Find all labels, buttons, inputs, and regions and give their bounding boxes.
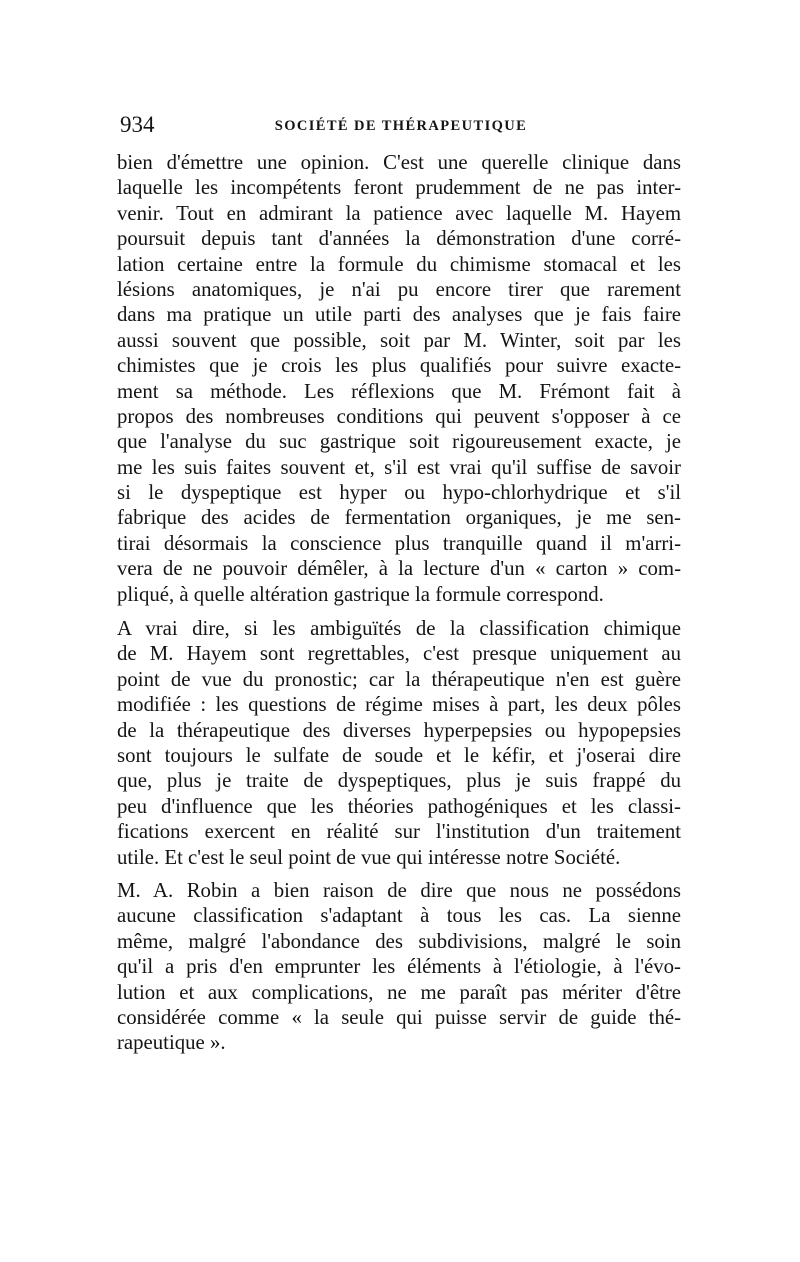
text-line: modifiée : les questions de régime mises à part, les deux pôles [117,693,681,717]
text-line: fications exercent en réalité sur l'institution d'un traitement [117,820,681,844]
paragraph-1 [117,150,681,607]
text-line: vera de ne pouvoir démêler, à la lecture d'un « carton » com- [117,557,681,581]
text-line: utile. Et c'est le seul point de vue qui intéresse notre Société. [117,845,621,869]
text-line: dans ma pratique un utile parti des analyses que je fais faire [117,303,681,327]
text-line: poursuit depuis tant d'années la démonstration d'une corré- [117,227,681,251]
text-line: pliqué, à quelle altération gastrique la formule correspond. [117,582,604,606]
text-line: considérée comme « la seule qui puisse servir de guide thé- [117,1005,681,1029]
text-line: chimistes que je crois les plus qualifiés pour suivre exacte- [117,354,681,378]
text-line: bien d'émettre une opinion. C'est une querelle clinique dans [117,151,681,174]
text-line: aucune classification s'adaptant à tous les cas. La sienne [117,904,681,928]
text-line: si le dyspeptique est hyper ou hypo-chlorhydrique et s'il [117,481,681,505]
text-line: ment sa méthode. Les réflexions que M. Frémont fait à [117,379,681,403]
paragraph-2 [117,616,681,870]
paragraph-3 [117,878,681,1056]
text-line: lésions anatomiques, je n'ai pu encore tirer que rarement [117,277,681,301]
text-line: de M. Hayem sont regrettables, c'est presque uniquement au [117,642,681,666]
text-line: même, malgré l'abondance des subdivisions, malgré le soin [117,929,681,953]
page-number: 934 [120,112,155,137]
running-head: SOCIÉTÉ DE THÉRAPEUTIQUE [274,118,528,134]
page-header [120,112,682,142]
text-line: aussi souvent que possible, soit par M. Winter, soit par les [117,328,681,352]
text-line: tirai désormais la conscience plus tranquille quand il m'arri- [117,531,681,555]
text-line: laquelle les incompétents feront prudemment de ne pas inter- [117,176,681,200]
text-line: que, plus je traite de dyspeptiques, plus je suis frappé du [117,769,681,793]
text-line: fabrique des acides de fermentation organiques, je me sen- [117,506,681,530]
text-line: lation certaine entre la formule du chimisme stomacal et les [117,252,681,276]
text-line: que l'analyse du suc gastrique soit rigoureusement exacte, je [117,430,681,454]
text-line: propos des nombreuses conditions qui peuvent s'opposer à ce [117,404,681,428]
text-line: peu d'influence que les théories pathogéniques et les classi- [117,794,681,818]
text-line: sont toujours le sulfate de soude et le kéfir, et j'oserai dire [117,743,681,767]
text-line: rapeutique ». [117,1031,226,1055]
text-line: point de vue du pronostic; car la thérapeutique n'en est guère [117,667,681,691]
text-line: venir. Tout en admirant la patience avec laquelle M. Hayem [117,201,681,225]
text-line: lution et aux complications, ne me paraît pas mériter d'être [117,980,681,1004]
text-line: A vrai dire, si les ambiguïtés de la classification chimique [117,617,681,641]
body-text [117,150,681,1056]
text-line: de la thérapeutique des diverses hyperpepsies ou hypopepsies [117,718,681,742]
text-line: qu'il a pris d'en emprunter les éléments à l'étiologie, à l'évo- [117,955,681,979]
text-line: me les suis faites souvent et, s'il est vrai qu'il suffise de savoir [117,455,681,479]
text-line: M. A. Robin a bien raison de dire que nous ne possédons [117,878,681,902]
